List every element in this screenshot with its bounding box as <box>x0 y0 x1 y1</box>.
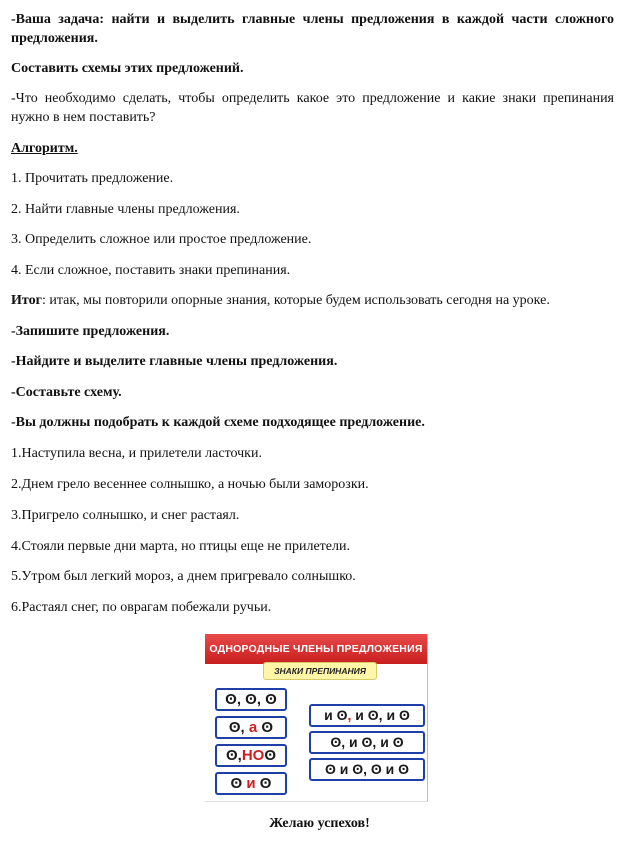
scheme-text: ʘ, и ʘ, и ʘ <box>330 734 404 750</box>
instruction: -Найдите и выделите главные члены предложения. <box>11 354 338 369</box>
algorithm-step: 1. Прочитать предложение. <box>11 171 174 186</box>
footer-wish: Желаю успехов! <box>269 816 370 831</box>
scheme-box <box>309 731 425 754</box>
scheme-text: ʘ и ʘ, ʘ и ʘ <box>324 761 410 777</box>
scheme-text: и ʘ <box>324 707 348 723</box>
task-question: -Что необходимо сделать, чтобы определить какое это предложение и какие знаки препинания нужно в нем поставить? <box>11 91 614 125</box>
scheme-box <box>309 758 425 781</box>
algorithm-title: Алгоритм. <box>11 141 78 156</box>
task-heading: -Ваша задача: найти и выделить главные члены предложения в каждой части сложного предложения. <box>11 12 614 46</box>
task-schemes: Составить схемы этих предложений. <box>11 61 244 76</box>
poster-subtitle: ЗНАКИ ПРЕПИНАНИЯ <box>263 662 377 680</box>
scheme-poster <box>205 634 428 802</box>
scheme-text: ʘ <box>264 747 276 764</box>
summary-label: Итог <box>11 293 42 308</box>
sentence-item: 1.Наступила весна, и прилетели ласточки. <box>11 446 262 461</box>
summary-text: : итак, мы повторили опорные знания, которые будем использовать сегодня на уроке. <box>41 293 550 308</box>
scheme-text: и ʘ, и ʘ <box>351 707 410 723</box>
scheme-text: ʘ, <box>225 747 242 764</box>
scheme-conjunction: а <box>248 719 258 736</box>
sentence-item: 2.Днем грело весеннее солнышко, а ночью были заморозки. <box>11 477 369 492</box>
scheme-box <box>215 772 287 795</box>
algorithm-step: 2. Найти главные члены предложения. <box>11 202 240 217</box>
algorithm-step: 3. Определить сложное или простое предложение. <box>11 232 312 247</box>
scheme-box <box>215 744 287 767</box>
scheme-conjunction: и <box>246 775 256 792</box>
scheme-text: ʘ, ʘ, ʘ <box>225 691 277 708</box>
scheme-box <box>215 716 287 739</box>
algorithm-step: 4. Если сложное, поставить знаки препинания. <box>11 263 291 278</box>
sentence-item: 5.Утром был легкий мороз, а днем пригревало солнышко. <box>11 569 356 584</box>
instruction: -Вы должны подобрать к каждой схеме подходящее предложение. <box>11 415 425 430</box>
scheme-comma: , <box>347 707 352 723</box>
scheme-text: ʘ <box>255 775 272 792</box>
scheme-text: ʘ <box>257 719 274 736</box>
sentence-item: 3.Пригрело солнышко, и снег растаял. <box>11 508 240 523</box>
scheme-text: ʘ <box>230 775 247 792</box>
summary <box>11 291 614 310</box>
instruction: -Составьте схему. <box>11 385 122 400</box>
sentence-item: 4.Стояли первые дни марта, но птицы еще не прилетели. <box>11 539 350 554</box>
instruction: -Запишите предложения. <box>11 324 170 339</box>
poster-title: ОДНОРОДНЫЕ ЧЛЕНЫ ПРЕДЛОЖЕНИЯ <box>205 634 427 664</box>
scheme-box <box>215 688 287 711</box>
scheme-conjunction: НО <box>241 747 265 764</box>
scheme-box <box>309 704 425 727</box>
scheme-text: ʘ, <box>228 719 249 736</box>
sentence-item: 6.Растаял снег, по оврагам побежали ручьи. <box>11 600 272 615</box>
